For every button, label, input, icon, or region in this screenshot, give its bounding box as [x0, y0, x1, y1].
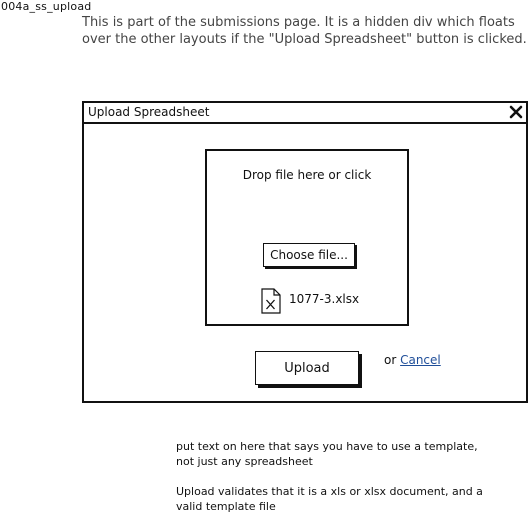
choose-file-button[interactable]: Choose file... — [263, 243, 355, 267]
annotation-note: Upload validates that it is a xls or xlsx document, and a valid template file — [176, 485, 483, 513]
or-text: or — [384, 353, 401, 367]
annotation-note: put text on here that says you have to use a template, not just any spreadsheet — [176, 440, 478, 468]
annotation-top-note: This is part of the submissions page. It is a hidden div which floats over the other layouts if the "Upload Spreadsheet" button is clicked. — [82, 15, 527, 47]
page-id-label: 004a_ss_upload — [1, 0, 92, 13]
dialog-titlebar — [84, 103, 526, 124]
annotation-notes — [176, 439, 496, 529]
dialog-title: Upload Spreadsheet — [88, 105, 210, 119]
cancel-link[interactable]: Cancel — [400, 353, 441, 367]
upload-button[interactable]: Upload — [255, 351, 359, 385]
dropzone-label: Drop file here or click — [242, 168, 372, 182]
file-dropzone[interactable] — [205, 149, 409, 326]
cancel-group — [384, 353, 441, 367]
close-icon[interactable] — [509, 104, 523, 120]
upload-spreadsheet-dialog — [82, 101, 528, 403]
selected-file-name: 1077-3.xlsx — [289, 292, 360, 306]
excel-file-icon — [261, 288, 281, 314]
